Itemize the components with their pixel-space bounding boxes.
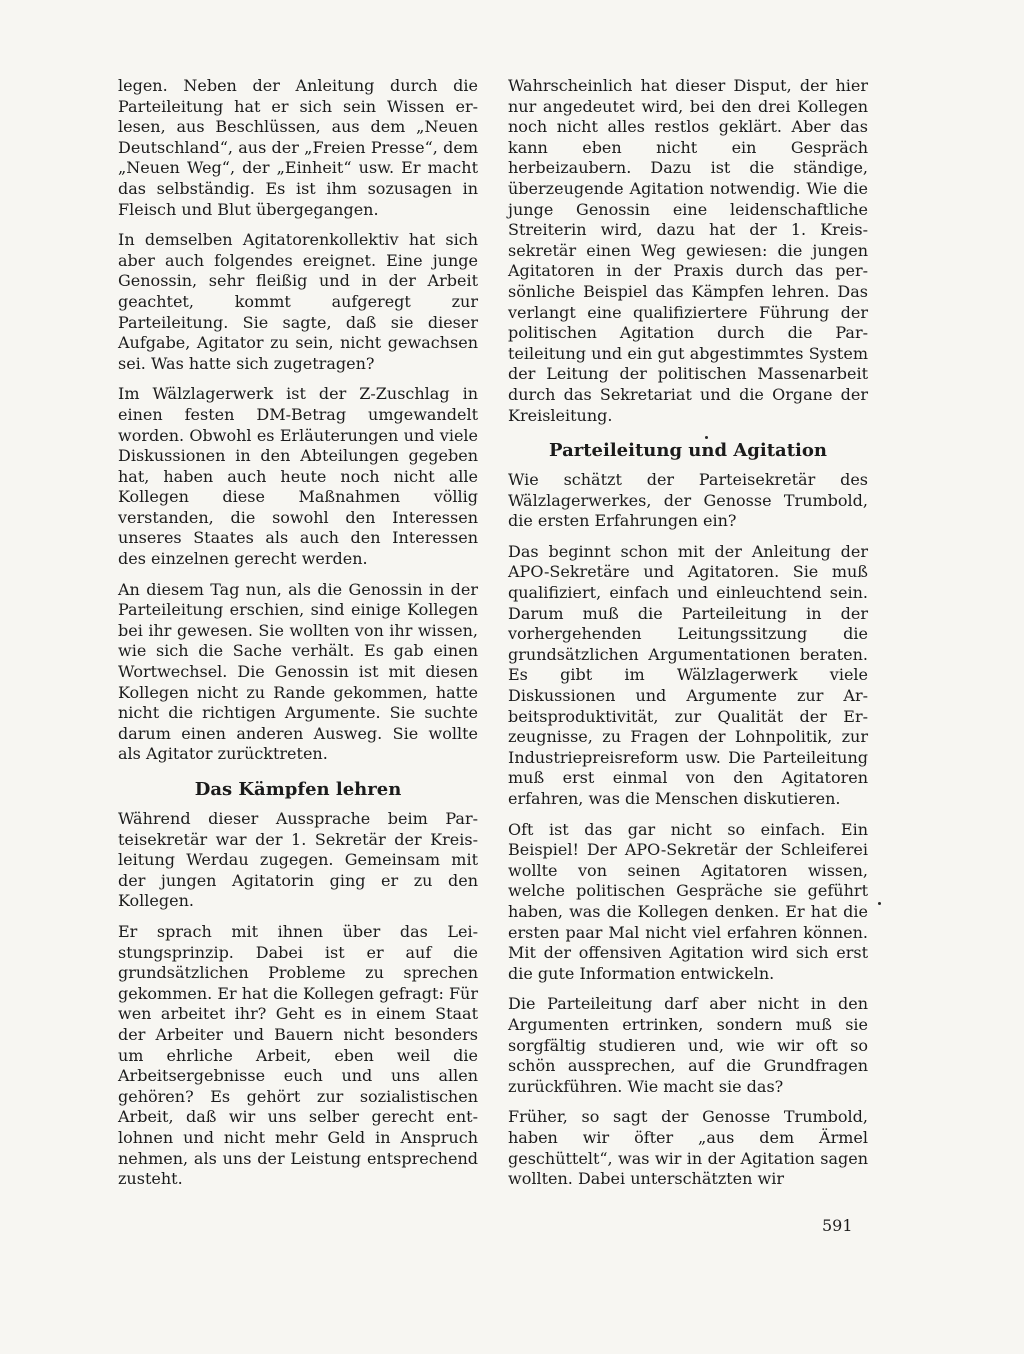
paragraph: Er sprach mit ihnen über das Leistungsprinzip. Dabei ist er auf die grundsätzlichen Probleme zu sprechen gekommen. Er hat die Kollegen gefragt: Für wen arbeitet ihr? Geht es in einem Staat der Arbeiter und Bauern nicht besonders um ehrliche Arbeit, eben weil die Arbeitsergebnisse euch und uns allen gehören? Es gehört zur sozialistischen Arbeit, daß wir uns selber gerecht entlohnen und nicht mehr Geld in Anspruch nehmen, als uns der Leistung entsprechend zusteht. (118, 921, 478, 1189)
paragraph: In demselben Agitatorenkollektiv hat sich aber auch folgendes ereignet. Eine junge Genossin, sehr fleißig und in der Arbeit geachtet, kommt aufgeregt zur Parteileitung. Sie sagte, daß sie dieser Aufgabe, Agitator zu sein, nicht gewachsen sei. Was hatte sich zugetragen? (118, 230, 478, 373)
paragraph: Wahrscheinlich hat dieser Disput, der hier nur angedeutet wird, bei den drei Kollegen noch nicht alles restlos geklärt. Aber das kann eben nicht ein Gespräch herbeizaubern. Dazu ist die ständige, überzeugende Agitation notwendig. Wie die junge Genossin eine leidenschaftliche Streiterin wird, dazu hat der 1. Kreissekretär einen Weg gewiesen: die jungen Agitatoren in der Praxis durch das persönliche Beispiel das Kämpfen lehren. Das verlangt eine qualifiziertere Führung der politischen Agitation durch die Parteileitung und ein gut abgestimmtes System der Leitung der politischen Massenarbeit durch das Sekretariat und die Organe der Kreisleitung. (508, 76, 868, 425)
paragraph: Im Wälzlagerwerk ist der Z-Zuschlag in einen festen DM-Betrag umgewandelt worden. Obwohl es Erläuterungen und viele Diskussionen in den Abteilungen gegeben hat, haben auch heute noch nicht alle Kollegen diese Maßnahmen völlig verstanden, die sowohl den Interessen unseres Staates als auch den Interessen des einzelnen gerecht werden. (118, 384, 478, 569)
paragraph: Früher, so sagt der Genosse Trumbold, haben wir öfter „aus dem Ärmel geschüttelt“, was wir in der Agitation sagen wollten. Dabei unterschätzten wir (508, 1107, 868, 1189)
right-column (508, 76, 868, 1200)
page-number: 591 (822, 1216, 853, 1235)
section-heading: Parteileitung und Agitation (549, 440, 827, 462)
section-heading: Das Kämpfen lehren (194, 779, 402, 800)
left-column (118, 76, 478, 1200)
paragraph: An diesem Tag nun, als die Genossin in der Parteileitung erschien, sind einige Kollegen bei ihr gewesen. Sie wollten von ihr wissen, wie sich die Sache verhält. Es gab einen Wortwechsel. Die Genossin ist mit diesen Kollegen nicht zu Rande gekommen, hatte nicht die richtigen Argumente. Sie suchte darum einen anderen Ausweg. Sie wollte als Agitator zurücktreten. (118, 579, 478, 764)
paragraph: Während dieser Aussprache beim Parteisekretär war der 1. Sekretär der Kreisleitung Werdau zugegen. Gemeinsam mit der jungen Agitatorin ging er zu den Kollegen. (118, 809, 478, 911)
paragraph: Das beginnt schon mit der Anleitung der APO-Sekretäre und Agitatoren. Sie muß qualifiziert, einfach und einleuchtend sein. Darum muß die Parteileitung in der vorhergehenden Leitungssitzung die grundsätzlichen Argumentationen beraten. Es gibt im Wälzlagerwerk viele Diskussionen und Argumente zur Arbeitsproduktivität, zur Qualität der Erzeugnisse, zu Fragen der Lohnpolitik, zur Industriepreisreform usw. Die Parteileitung muß erst einmal von den Agitatoren erfahren, was die Menschen diskutieren. (508, 541, 868, 808)
paragraph: Oft ist das gar nicht so einfach. Ein Beispiel! Der APO-Sekretär der Schleiferei wollte von seinen Agitatoren wissen, welche politischen Gespräche sie geführt haben, was die Kollegen denken. Er hat die ersten paar Mal nicht viel erfahren können. Mit der offensiven Agitation wird sich erst die gute Information entwickeln. (508, 819, 868, 983)
paragraph: Die Parteileitung darf aber nicht in den Argumenten ertrinken, sondern muß sie sorgfältig studieren und, wie wir oft so schön aussprechen, auf die Grundfragen zurückführen. Wie macht sie das? (508, 994, 868, 1096)
print-speck (705, 436, 708, 439)
paragraph: legen. Neben der Anleitung durch die Parteileitung hat er sich sein Wissen erlesen, aus Beschlüssen, aus dem „Neuen Deutschland“, aus der „Freien Presse“, dem „Neuen Weg“, der „Einheit“ usw. Er macht das selbständig. Es ist ihm sozusagen in Fleisch und Blut übergegangen. (118, 76, 478, 219)
print-speck (878, 902, 881, 905)
paragraph: Wie schätzt der Parteisekretär des Wälzlagerwerkes, der Genosse Trumbold, die ersten Erfahrungen ein? (508, 470, 868, 531)
